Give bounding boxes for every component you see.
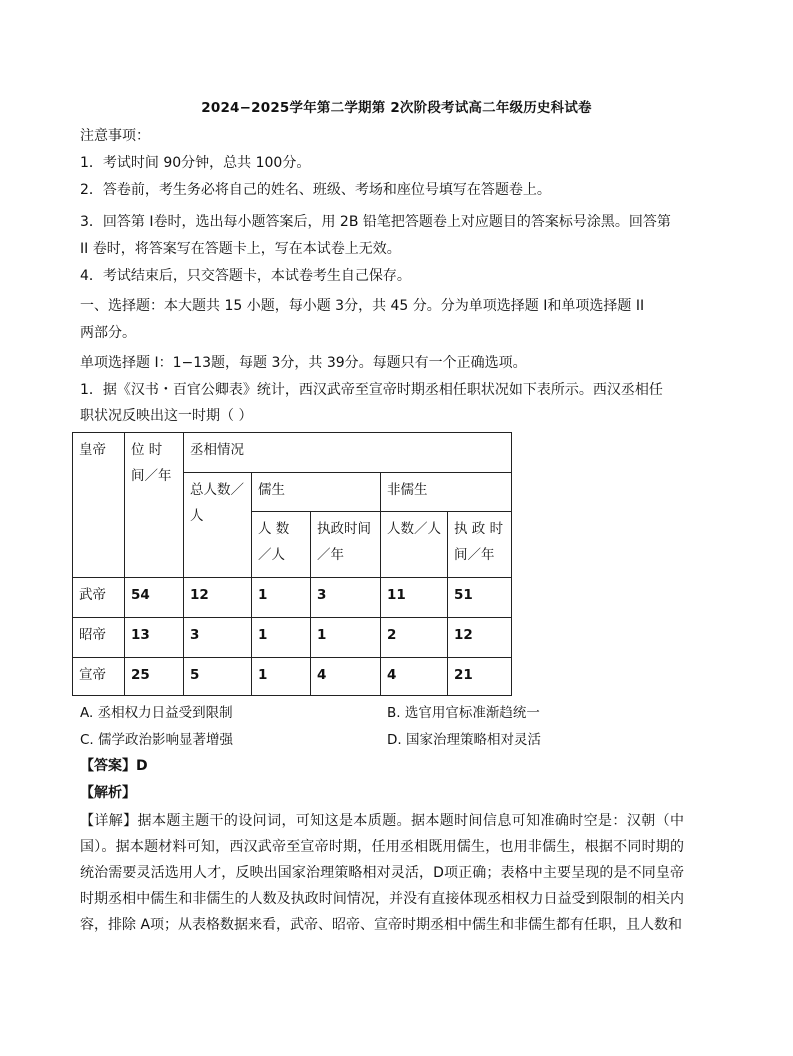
notice-item-4: 4．考试结束后，只交答题卡，本试卷考生自己保存。 bbox=[80, 268, 411, 284]
cell-total: 12 bbox=[184, 578, 252, 618]
cell-nonru-time: 21 bbox=[448, 658, 512, 696]
header-nonru: 非儒生 bbox=[381, 473, 512, 512]
notice-item-1: 1．考试时间 90分钟，总共 100分。 bbox=[80, 155, 311, 171]
cell-ru-time: 4 bbox=[311, 658, 381, 696]
question-stem: 1．据《汉书・百官公卿表》统计，西汉武帝至宣帝时期丞相任职状况如下表所示。西汉丞相任 bbox=[80, 382, 663, 398]
chancellor-table bbox=[72, 432, 512, 696]
notice-heading: 注意事项： bbox=[80, 128, 150, 144]
cell-ru-count: 1 bbox=[252, 658, 311, 696]
question-stem-cont: 职状况反映出这一时期（ ） bbox=[80, 408, 253, 424]
notice-item-2: 2．答卷前，考生务必将自己的姓名、班级、考场和座位号填写在答题卷上。 bbox=[80, 182, 551, 198]
header-nonru-time: 执 政 时间／年 bbox=[448, 512, 512, 578]
header-ru-count: 人 数 ／人 bbox=[252, 512, 311, 578]
table-row bbox=[73, 658, 512, 696]
table-row bbox=[73, 618, 512, 658]
section-heading: 一、选择题：本大题共 15 小题，每小题 3分，共 45 分。分为单项选择题 I和单项选择题 II bbox=[80, 298, 645, 314]
option-b: B. 选官用官标准渐趋统一 bbox=[387, 705, 540, 721]
cell-total: 5 bbox=[184, 658, 252, 696]
analysis-label: 【解析】 bbox=[80, 785, 136, 801]
cell-reign: 54 bbox=[125, 578, 184, 618]
option-c: C. 儒学政治影响显著增强 bbox=[80, 732, 234, 748]
header-total: 总人数／人 bbox=[184, 473, 252, 578]
table-row bbox=[73, 578, 512, 618]
header-ru: 儒生 bbox=[252, 473, 381, 512]
cell-nonru-count: 4 bbox=[381, 658, 448, 696]
header-reign: 位 时 间／年 bbox=[125, 433, 184, 578]
exam-title: 2024−2025学年第二学期第 2次阶段考试高二年级历史科试卷 bbox=[201, 100, 592, 116]
cell-ru-count: 1 bbox=[252, 578, 311, 618]
cell-ru-time: 3 bbox=[311, 578, 381, 618]
notice-item-3-cont: II 卷时，将答案写在答题卡上，写在本试卷上无效。 bbox=[80, 241, 401, 257]
cell-nonru-count: 2 bbox=[381, 618, 448, 658]
header-chancellor: 丞相情况 bbox=[184, 433, 512, 473]
cell-emperor: 宣帝 bbox=[73, 658, 125, 696]
cell-ru-count: 1 bbox=[252, 618, 311, 658]
option-d: D. 国家治理策略相对灵活 bbox=[387, 732, 541, 748]
cell-nonru-time: 51 bbox=[448, 578, 512, 618]
section-heading-cont: 两部分。 bbox=[80, 325, 136, 341]
header-emperor: 皇帝 bbox=[73, 433, 125, 578]
cell-reign: 13 bbox=[125, 618, 184, 658]
cell-nonru-time: 12 bbox=[448, 618, 512, 658]
cell-nonru-count: 11 bbox=[381, 578, 448, 618]
cell-total: 3 bbox=[184, 618, 252, 658]
option-a: A. 丞相权力日益受到限制 bbox=[80, 705, 233, 721]
header-ru-time: 执政时间／年 bbox=[311, 512, 381, 578]
cell-reign: 25 bbox=[125, 658, 184, 696]
analysis-detail: 【详解】据本题主题干的设问词，可知这是本质题。据本题时间信息可知准确时空是：汉朝（中国）。据本题材料可知，西汉武帝至宣帝时期，任用丞相既用儒生，也用非儒生，根据不同时期的统治需要灵活选用人才，反映出国家治理策略相对灵活，D项正确；表格中主要呈现的是不同皇帝时期丞相中儒生和非儒生的人数及执政时间情况，并没有直接体现丞相权力日益受到限制的相关内容，排除 A项；从表格数据来看，武帝、昭帝、宣帝时期丞相中儒生和非儒生都有任职，且人数和 bbox=[80, 813, 684, 933]
cell-emperor: 武帝 bbox=[73, 578, 125, 618]
answer-label: 【答案】D bbox=[80, 758, 148, 774]
notice-item-3: 3．回答第 I卷时，选出每小题答案后，用 2B 铅笔把答题卷上对应题目的答案标号涂黑。回答第 bbox=[80, 214, 671, 230]
cell-ru-time: 1 bbox=[311, 618, 381, 658]
section-subheading: 单项选择题 I：1−13题，每题 3分，共 39分。每题只有一个正确选项。 bbox=[80, 355, 527, 371]
header-nonru-count: 人数／人 bbox=[381, 512, 448, 578]
cell-emperor: 昭帝 bbox=[73, 618, 125, 658]
